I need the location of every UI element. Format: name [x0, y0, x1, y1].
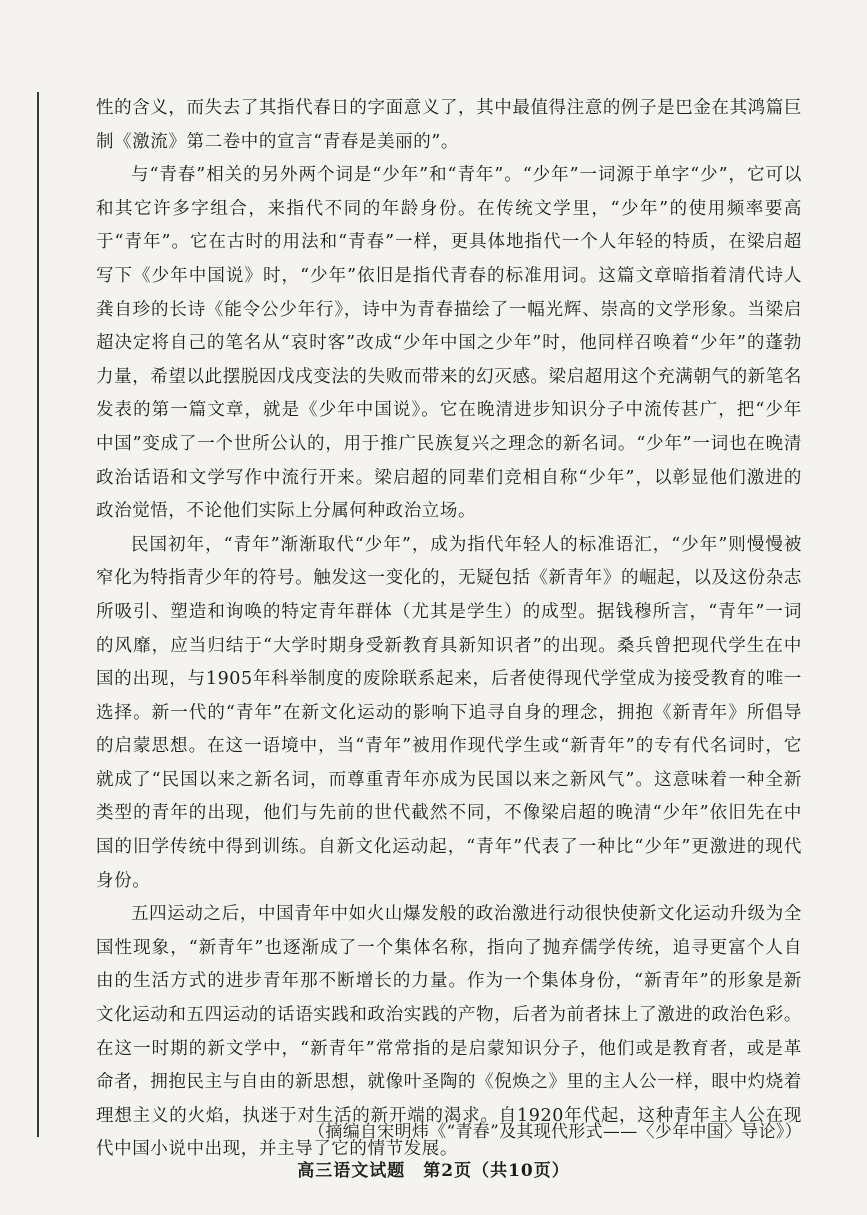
paragraph-continuation: 性的含义，而失去了其指代春日的字面意义了，其中最值得注意的例子是巴金在其鸿篇巨制《激流》第二卷中的宣言“青春是美丽的”。 [96, 98, 802, 152]
margin-rule [37, 92, 39, 1137]
paragraph-shaonian-qingnian: 与“青春”相关的另外两个词是“少年”和“青年”。“少年”一词源于单字“少”，它可以和其它许多字组合，来指代不同的年龄身份。在传统文学里，“少年”的使用频率要高于“青年”。它在古时的用法和“青春”一样，更具体地指代一个人年轻的特质，在梁启超写下《少年中国说》时，“少年”依旧是指代青春的标准用词。这篇文章暗指着清代诗人龚自珍的长诗《能令公少年行》，诗中为青春描绘了一幅光辉、崇高的文学形象。当梁启超决定将自己的笔名从“哀时客”改成“少年中国之少年”时，他同样召唤着“少年”的蓬勃力量，希望以此摆脱因戊戌变法的失败而带来的幻灭感。梁启超用这个充满朝气的新笔名发表的第一篇文章，就是《少年中国说》。它在晚清进步知识分子中流传甚广，把“少年中国”变成了一个世所公认的，用于推广民族复兴之理念的新名词。“少年”一词也在晚清政治话语和文学写作中流行开来。梁启超的同辈们竞相自称“少年”，以彰显他们激进的政治觉悟，不论他们实际上分属何种政治立场。 [96, 165, 802, 522]
page-footer: 高三语文试题 第2页（共10页） [297, 1161, 570, 1181]
paragraph-minguo: 民国初年，“青年”渐渐取代“少年”，成为指代年轻人的标准语汇，“少年”则慢慢被窄化为特指青少年的符号。触发这一变化的，无疑包括《新青年》的崛起，以及这份杂志所吸引、塑造和询唤的特定青年群体（尤其是学生）的成型。据钱穆所言，“青年”一词的风靡，应当归结于“大学时期身受新教育具新知识者”的出现。桑兵曾把现代学生在中国的出现，与1905年科举制度的废除联系起来，后者使得现代学堂成为接受教育的唯一选择。新一代的“青年”在新文化运动的影响下追寻自身的理念，拥抱《新青年》所倡导的启蒙思想。在这一语境中，当“青年”被用作现代学生或“新青年”的专有代名词时，它就成了“民国以来之新名词，而尊重青年亦成为民国以来之新风气”。这意味着一种全新类型的青年的出现，他们与先前的世代截然不同，不像梁启超的晚清“少年”依旧先在中国的旧学传统中得到训练。自新文化运动起，“青年”代表了一种比“少年”更激进的现代身份。 [96, 534, 802, 891]
paragraph-wusi: 五四运动之后，中国青年中如火山爆发般的政治激进行动很快使新文化运动升级为全国性现象，“新青年”也逐渐成了一个集体名称，指向了抛弃儒学传统，追寻更富个人自由的生活方式的进步青年那不断增长的力量。作为一个集体身份，“新青年”的形象是新文化运动和五四运动的话语实践和政治实践的产物，后者为前者抹上了激进的政治色彩。在这一时期的新文学中，“新青年”常常指的是启蒙知识分子，他们或是教育者，或是革命者，拥抱民主与自由的新思想，就像叶圣陶的《倪焕之》里的主人公一样，眼中灼烧着理想主义的火焰，执迷于对生活的新开端的渴求。自1920年代起，这种青年主人公在现代中国小说中出现，并主导了它的情节发展。 [96, 904, 802, 1160]
article-body [96, 92, 802, 1167]
source-citation: （摘编自宋明炜《“青春”及其现代形式——〈少年中国〉导论》） [308, 1122, 802, 1142]
